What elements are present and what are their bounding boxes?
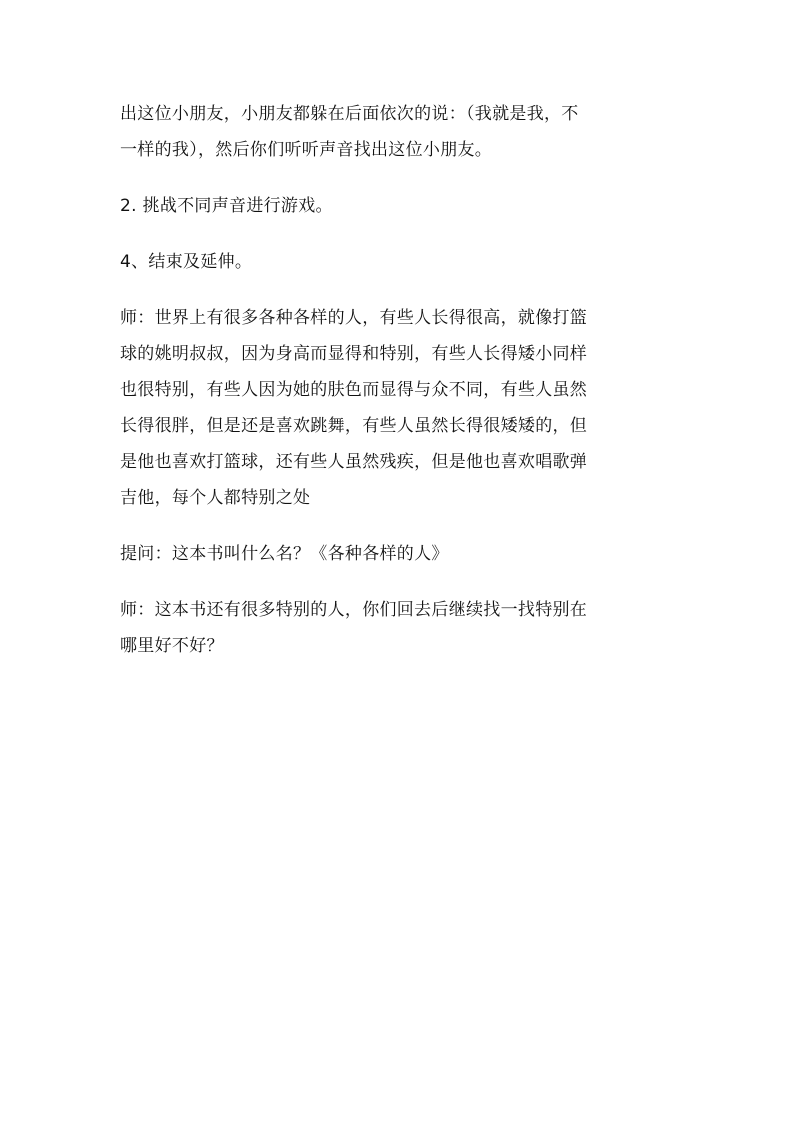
text-line: 师：世界上有很多各种各样的人，有些人长得很高，就像打篮 — [120, 308, 588, 328]
paragraph-question — [120, 536, 665, 572]
paragraph-step-4 — [120, 244, 665, 280]
paragraph-teacher-closing — [120, 592, 665, 664]
text-line: 长得很胖，但是还是喜欢跳舞，有些人虽然长得很矮矮的，但 — [120, 416, 588, 436]
document-body — [120, 96, 665, 684]
text-line: 也很特别，有些人因为她的肤色而显得与众不同，有些人虽然 — [120, 380, 588, 400]
paragraph-activity-continued — [120, 96, 665, 168]
text-line: 一样的我），然后你们听听声音找出这位小朋友。 — [120, 140, 493, 160]
text-line: 2. 挑战不同声音进行游戏。 — [120, 196, 333, 216]
text-line: 提问：这本书叫什么名？《各种各样的人》 — [120, 544, 449, 564]
paragraph-step-2 — [120, 188, 665, 224]
text-line: 哪里好不好？ — [120, 636, 224, 656]
text-line: 4、结束及延伸。 — [120, 252, 253, 272]
text-line: 师：这本书还有很多特别的人，你们回去后继续找一找特别在 — [120, 600, 588, 620]
text-line: 出这位小朋友，小朋友都躲在后面依次的说：（我就是我，不 — [120, 104, 579, 124]
text-line: 球的姚明叔叔，因为身高而显得和特别，有些人长得矮小同样 — [120, 344, 588, 364]
text-line: 吉他，每个人都特别之处 — [120, 488, 311, 508]
paragraph-teacher-speech — [120, 300, 665, 516]
text-line: 是他也喜欢打篮球，还有些人虽然残疾，但是他也喜欢唱歌弹 — [120, 452, 588, 472]
